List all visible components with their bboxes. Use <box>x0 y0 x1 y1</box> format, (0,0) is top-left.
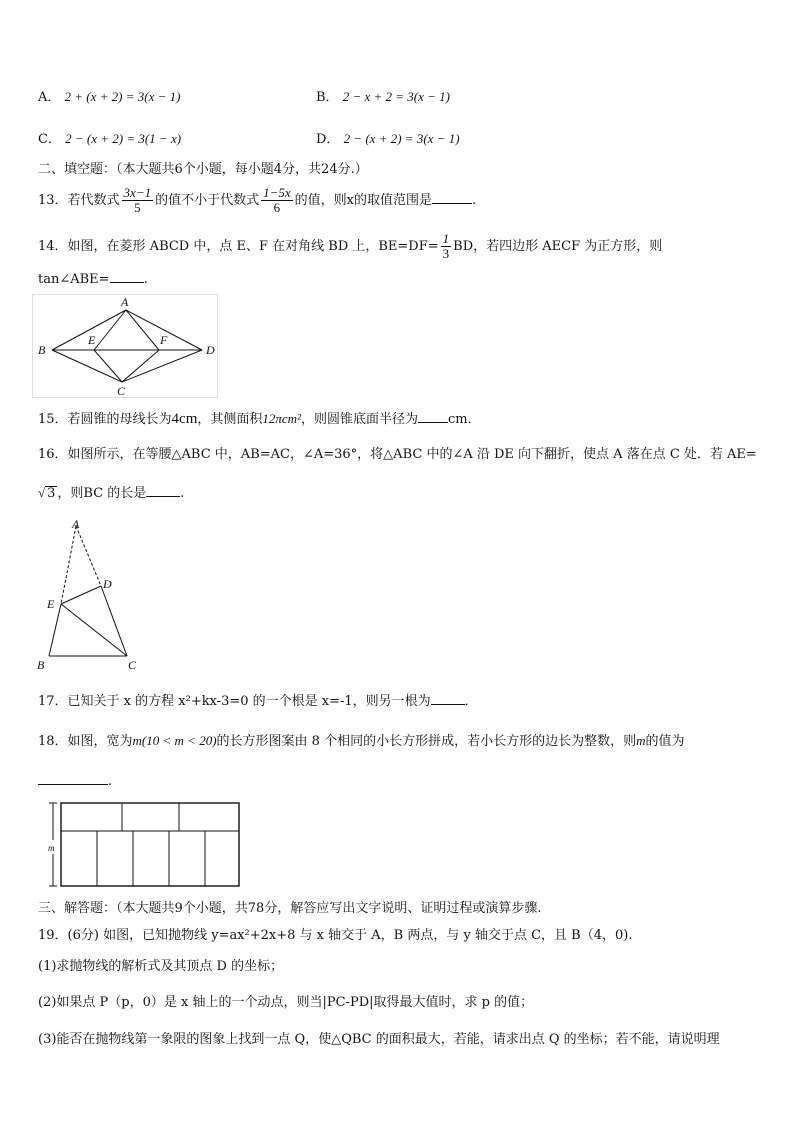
q15-value1: 4cm <box>171 411 198 427</box>
question-14 <box>38 232 662 261</box>
label-c: C <box>117 384 126 398</box>
label-b: B <box>37 658 45 672</box>
q13-frac2-num: 1−5x <box>263 185 291 200</box>
q13-prefix: 13．若代数式 <box>38 193 120 208</box>
option-d-label: D． <box>316 132 340 147</box>
q18-suffix: 的长方形图案由 8 个相同的小长方形拼成，若小长方形的边长为整数，则 <box>216 734 637 749</box>
option-a-label: A． <box>38 90 61 105</box>
label-c: C <box>128 658 137 672</box>
label-d: D <box>103 577 112 591</box>
q15-middle: ，其侧面积 <box>197 412 263 427</box>
label-e: E <box>88 333 96 347</box>
answer-blank <box>418 410 448 423</box>
question-19-part2: (2)如果点 P（p，0）是 x 轴上的一个动点，则当|PC-PD|取得最大值时，求 p 的值； <box>38 995 534 1010</box>
option-c <box>38 130 181 149</box>
edge-af <box>126 310 159 350</box>
q14-frac-num: 1 <box>442 231 450 246</box>
q16-suffix: ，则BC 的长是 <box>57 486 147 501</box>
q15-value2: 12πcm² <box>262 411 301 426</box>
label-d: D <box>206 343 215 357</box>
option-b-label: B． <box>316 90 339 105</box>
rhombus-figure <box>32 294 218 398</box>
q17-end: ． <box>464 694 478 709</box>
q18-prefix: 18．如图，宽为 <box>38 734 133 749</box>
q13-fraction-2 <box>261 186 293 215</box>
option-a-text: 2 + (x + 2) = 3(x − 1) <box>64 89 181 104</box>
q14-fraction <box>441 232 452 261</box>
q18-math2: m <box>636 733 646 748</box>
answer-blank <box>432 191 472 204</box>
edge-fc <box>122 350 159 382</box>
q18-math: m(10 < m < 20) <box>132 733 217 748</box>
q13-middle: 的值不小于代数式 <box>155 193 260 208</box>
question-17 <box>38 692 478 711</box>
section3-header: 三、解答题：（本大题共9个小题，共78分，解答应写出文字说明、证明过程或演算步骤. <box>38 901 542 916</box>
rectangle-grid-figure <box>40 798 246 892</box>
edge-ae <box>94 310 126 350</box>
question-16: 16．如图所示，在等腰△ABC 中，AB=AC，∠A=36°，将△ABC 中的∠A 沿 DE 向下翻折，使点 A 落在点 C 处．若 AE= <box>38 447 757 462</box>
q13-end: . <box>472 193 477 208</box>
option-b <box>316 88 450 107</box>
question-19-part3: (3)能否在抛物线第一象限的图象上找到一点 Q，使△QBC 的面积最大，若能，请求出点 Q 的坐标；若不能，请说明理 <box>38 1032 720 1047</box>
q15-suffix: ，则圆锥底面半径为 <box>300 412 418 427</box>
section2-header: 二、填空题：（本大题共6个小题，每小题4分，共24分.） <box>38 162 368 177</box>
q14-line2: tan∠ABE= <box>38 272 110 287</box>
q16-end: . <box>180 486 185 501</box>
question-16-line2 <box>38 484 184 503</box>
option-c-label: C． <box>38 132 61 147</box>
label-f: F <box>160 333 168 347</box>
answer-blank <box>146 484 180 497</box>
folded-edge-ad <box>76 526 101 586</box>
question-14-line2 <box>38 270 148 289</box>
q14-prefix: 14．如图，在菱形 ABCD 中，点 E、F 在对角线 BD 上，BE=DF= <box>38 239 439 254</box>
triangle-figure <box>32 516 144 672</box>
q15-unit: cm． <box>447 412 481 427</box>
q18-end: . <box>108 774 113 789</box>
crease-ed <box>61 586 101 604</box>
edge-dc <box>122 350 202 382</box>
option-a <box>38 88 180 107</box>
question-13 <box>38 186 476 215</box>
question-18 <box>38 732 684 751</box>
outer-rectangle <box>61 803 239 886</box>
folded-edge-ae <box>61 526 76 604</box>
label-b: B <box>38 343 46 357</box>
q13-fraction-1 <box>122 186 154 215</box>
label-e: E <box>47 597 55 611</box>
option-d <box>316 130 460 149</box>
label-a: A <box>121 295 129 309</box>
question-15 <box>38 410 481 429</box>
q14-frac-den: 3 <box>442 246 450 261</box>
label-m: m <box>48 843 55 853</box>
question-19: 19．(6分) 如图，已知抛物线 y=ax²+2x+8 与 x 轴交于 A，B 两点，与 y 轴交于点 C，且 B（4，0). <box>38 928 633 943</box>
q13-suffix: 的值，则x的取值范围是 <box>294 193 432 208</box>
label-a: A <box>72 517 80 531</box>
q13-frac1-num: 3x−1 <box>123 185 152 200</box>
q13-frac2-den: 6 <box>273 200 281 215</box>
answer-blank <box>38 772 108 785</box>
edge-cb <box>52 350 122 382</box>
edge-eb <box>49 604 61 656</box>
q14-end: . <box>143 272 148 287</box>
answer-blank <box>110 270 144 283</box>
q18-suffix2: 的值为 <box>645 734 685 749</box>
option-c-text: 2 − (x + 2) = 3(1 − x) <box>65 131 182 146</box>
edge-ec <box>94 350 122 382</box>
question-19-part1: (1)求抛物线的解析式及其顶点 D 的坐标； <box>38 959 284 974</box>
option-b-text: 2 − x + 2 = 3(x − 1) <box>342 89 450 104</box>
option-d-text: 2 − (x + 2) = 3(x − 1) <box>343 131 460 146</box>
q15-prefix: 15．若圆锥的母线长为 <box>38 412 172 427</box>
q17-text: 17．已知关于 x 的方程 x²+kx-3=0 的一个根是 x=-1，则另一根为 <box>38 694 431 709</box>
q14-suffix: BD，若四边形 AECF 为正方形，则 <box>453 239 663 254</box>
q13-frac1-den: 5 <box>134 200 141 215</box>
q16-sqrt-value: 3 <box>47 486 56 501</box>
answer-blank <box>431 692 465 705</box>
sqrt-sign: √ <box>38 485 46 500</box>
question-18-line2 <box>38 772 112 791</box>
